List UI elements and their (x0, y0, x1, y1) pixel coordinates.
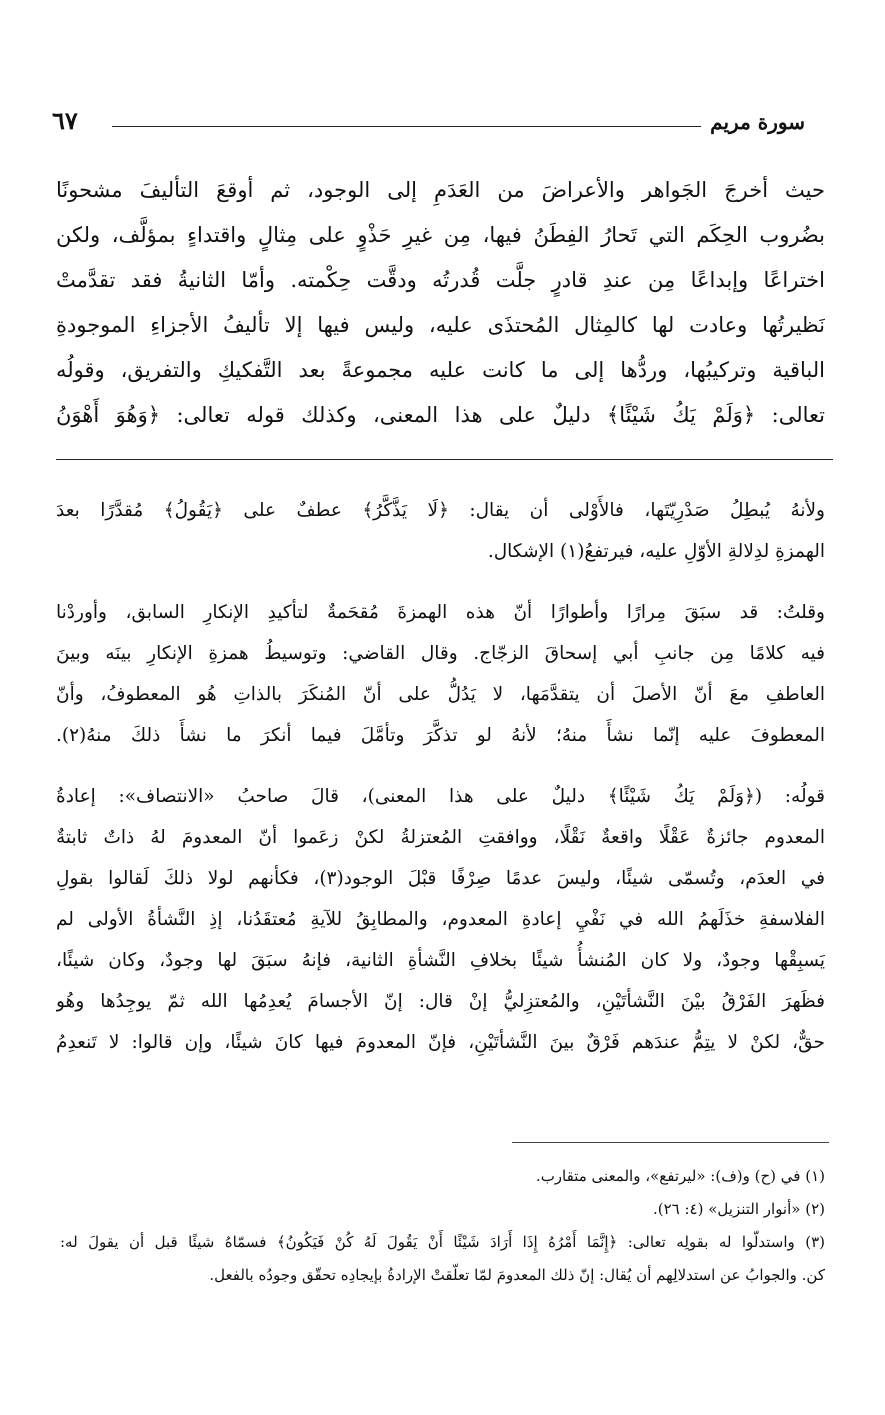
footnote: (١) في (ح) و(ف): «ليرتفع»، والمعنى متقارب. (535, 1167, 825, 1185)
commentary-line: ولأنهُ يُبطِلُ صَدْرِيّتَها، فالأَوْلى أن يقال: ﴿لَا يَذَّكَّرُ﴾ عطفٌ على ﴿يَقُولُ﴾ مُقدَّرًا بعدَ (56, 500, 825, 521)
commentary-line: الهمزةِ لدِلالةِ الأوّلِ عليه، فيرتفعُ(١) الإشكال. (487, 541, 825, 562)
footnote: (٢) «أنوار التنزيل» (٤: ٢٦). (652, 1200, 825, 1218)
commentary-paragraph (56, 490, 825, 572)
paragraph-spacer (56, 756, 825, 776)
main-text-line: بضُروب الحِكَم التي تَحارُ الفِطَنُ فيها، مِن غيرِ حَذْوٍ على مِثالٍ واقتداءٍ بمؤلَّف، ولكن (56, 223, 825, 247)
commentary-line: فيه كلامًا مِن جانبِ أبي إسحاقَ الزجّاج. وقال القاضي: وتوسيطُ همزةِ الإنكارِ بينَه وبينَ (56, 643, 825, 664)
commentary-line: في العدَم، وتُسمّى شيئًا، وليسَ عدمًا صِرْفًا قبْلَ الوجود(٣)، فكأنهم لولا ذلكَ لَقالوا بقولِ (56, 868, 825, 889)
header-rule (112, 126, 701, 127)
footnotes (60, 1160, 825, 1292)
commentary-line: وقلتُ: قد سبَقَ مِرارًا وأطوارًا أنّ هذه الهمزةَ مُقحَمةٌ لتأكيدِ الإنكارِ السابق، وأوردْنا (56, 602, 825, 623)
commentary-paragraph (56, 592, 825, 756)
footnote-continuation: كن. والجوابُ عن استدلالِهم أن يُقال: إنّ ذلك المعدومَ لمّا تعلّقتْ الإرادةُ بإيجادِه تحقّق وجودُه بالفعل. (209, 1266, 825, 1284)
commentary-line: حقٌّ، لكنْ لا يتِمُّ عندَهم فَرْقٌ بينَ النَّشأتَيْنِ، فإنّ المعدومَ فيها كانَ شيئًا، وإن قالوا: لا تَنعدِمُ (56, 1032, 825, 1053)
footnote: (٣) واستدلّوا له بقولِه تعالى: ﴿إِنَّمَا أَمْرُهُ إِذَا أَرَادَ شَيْئًا أَنْ يَقُولَ لَهُ كُنْ فَيَكُونُ﴾ فسمّاهُ شيئًا قبل أن يقولَ له: (60, 1233, 825, 1251)
footnote-divider (512, 1142, 829, 1143)
paragraph-spacer (56, 572, 825, 592)
main-text-line: تعالى: ﴿وَلَمْ يَكُ شَيْئًا﴾ دليلٌ على هذا المعنى، وكذلك قوله تعالى: ﴿وَهُوَ أَهْوَنُ (56, 403, 825, 427)
surah-title: سورة مريم (710, 110, 805, 134)
commentary-line: المعطوفَ عليه إنّما نشأَ منهُ؛ لأنهُ لو تذكَّرَ وتأمَّلَ فيما أنكرَ ما نشأَ ذلكَ منهُ(٢). (56, 725, 825, 746)
commentary-line: العاطفِ معَ أنّ الأصلَ أن يتقدَّمَها، لا يَدُلُّ على أنّ المُنكَرَ بالذاتِ هُو المعطوفُ، وأنّ (56, 684, 825, 705)
commentary-line: فظَهرَ الفَرْقُ بيْنَ النَّشأتَيْنِ، والمُعتزِليُّ إنْ قال: إنّ الأجسامَ يُعدِمُها الله ثمّ يوجِدُها وهُو (56, 991, 825, 1012)
commentary-line: قولُه: (﴿وَلَمْ يَكُ شَيْئًا﴾ دليلٌ على هذا المعنى)، قالَ صاحبُ «الانتصاف»: إعادةُ (56, 786, 825, 807)
running-header (52, 102, 833, 142)
page-number: ٦٧ (52, 106, 78, 135)
main-text-line: اختراعًا وإبداعًا مِن عندِ قادرٍ جلَّت قُدرتُه ودقَّت حِكْمته. وأمّا الثانيةُ فقد تقدَّمتْ (56, 268, 825, 292)
main-text (56, 168, 825, 438)
commentary-line: الفلاسفةِ خذَلَهمُ الله في نَفْيِ إعادةِ المعدوم، والمطابِقُ للآيةِ مُعتقَدُنا، إذِ النَّشأةُ الأولى لم (56, 909, 825, 930)
commentary-line: يَسبِقْها وجودٌ، ولا كان المُنشأُ شيئًا بخلافِ النَّشأةِ الثانية، فإنهُ سبَقَ لها وجودٌ، وكان شيئًا، (56, 950, 825, 971)
commentary (56, 490, 825, 1063)
main-text-line: نَظيرتُها وعادت لها كالمِثال المُحتذَى عليه، وليس فيها إلا تأليفُ الأجزاءِ الموجودةِ (56, 313, 825, 337)
main-text-line: حيث أخرجَ الجَواهر والأعراضَ من العَدَمِ إلى الوجود، ثم أوقعَ التأليفَ مشحونًا (56, 178, 825, 202)
main-text-divider (56, 459, 833, 460)
commentary-line: المعدوم جائزةٌ عَقْلًا واقعةٌ نَقْلًا، ووافقتِ المُعتزلةُ لكنْ زعَموا أنّ المعدومَ لهُ ذاتٌ ثابتةٌ (56, 827, 825, 848)
commentary-paragraph (56, 776, 825, 1063)
main-text-line: الباقية وتركيبُها، وردُّها إلى ما كانت عليه مجموعةً بعد التَّفكيكِ والتفريق، وقولُه (56, 358, 825, 382)
